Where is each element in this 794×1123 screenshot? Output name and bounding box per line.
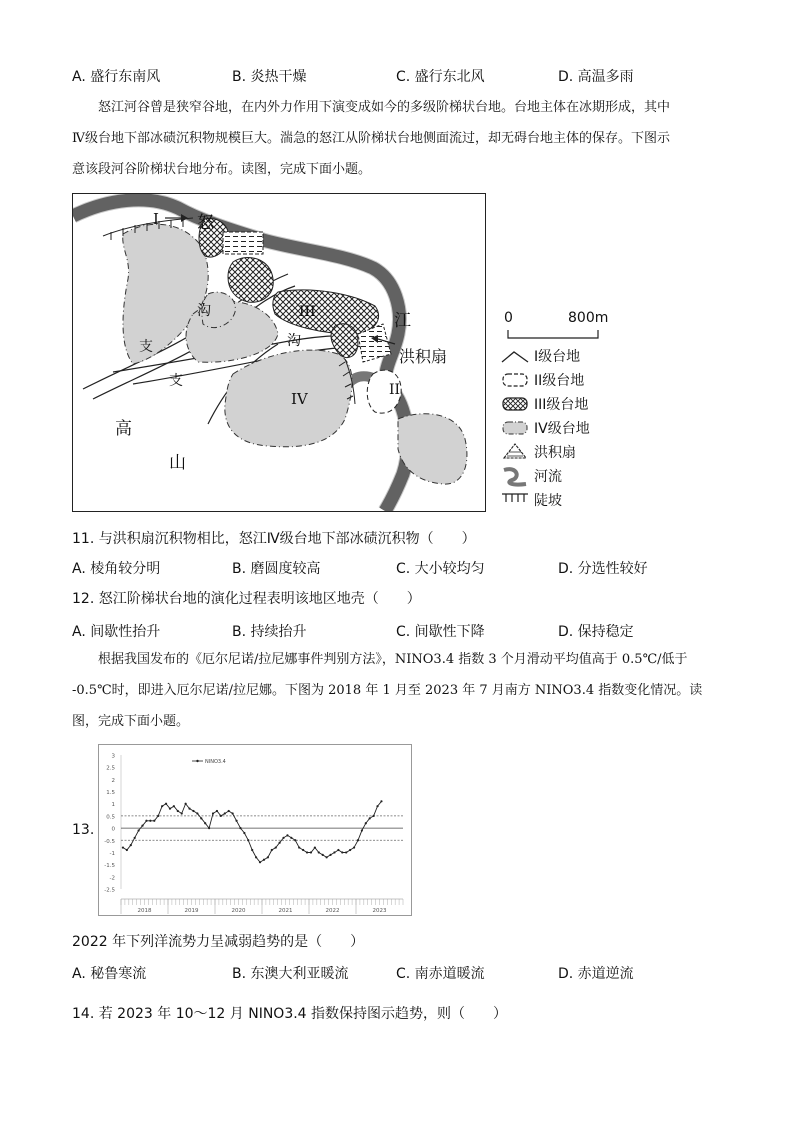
q12-option-d[interactable]: D. 保持稳定: [558, 624, 634, 640]
y-tick-label: 3: [111, 753, 115, 760]
nino-data-point: [145, 820, 147, 822]
year-label: 2018: [137, 908, 152, 914]
q10-option-b[interactable]: B. 炎热干燥: [232, 69, 307, 85]
terrace-map: [72, 193, 486, 512]
q11-option-d[interactable]: D. 分选性较好: [558, 561, 648, 577]
nino-data-point: [192, 810, 194, 812]
y-tick-label: -1: [109, 850, 115, 857]
q13-option-a[interactable]: A. 秘鲁寒流: [72, 966, 147, 982]
nino-data-point: [373, 815, 375, 817]
nino-data-point: [235, 820, 237, 822]
nino-data-point: [204, 822, 206, 824]
nino-data-point: [267, 856, 269, 858]
nino-data-point: [185, 803, 187, 805]
passage-nujiang: [72, 92, 722, 185]
map-label-jiang: 江: [394, 311, 411, 331]
map-label-gao: 高: [115, 419, 132, 439]
nino-data-point: [126, 849, 128, 851]
nino-data-point: [294, 839, 296, 841]
q13-option-d[interactable]: D. 赤道逆流: [558, 966, 634, 982]
y-tick-label: 1.5: [106, 790, 115, 797]
nino-chart: [98, 744, 412, 916]
nino-data-point: [169, 808, 171, 810]
nino-data-point: [290, 837, 292, 839]
y-tick-label: -2: [109, 875, 115, 882]
nino-data-point: [239, 827, 241, 829]
nino-data-point: [275, 846, 277, 848]
y-tick-label: 2: [111, 777, 115, 784]
passage-nujiang-line3: 意该段河谷阶梯状台地分布。读图，完成下面小题。: [72, 162, 372, 177]
legend-label: NINO3.4: [205, 759, 226, 765]
nino-data-point: [310, 851, 312, 853]
map-label-level-iii: III: [299, 304, 316, 320]
passage-nujiang-line1: 怒江河谷曾是狭窄谷地，在内外力作用下演变成如今的多级阶梯状台地。台地主体在冰期形成，其中: [98, 100, 671, 115]
year-label: 2021: [278, 908, 293, 914]
passage-nino-line3: 图，完成下面小题。: [72, 714, 190, 729]
passage-nujiang-line2: Ⅳ级台地下部冰碛沉积物规模巨大。湍急的怒江从阶梯状台地侧面流过，却无碍台地主体的保存。下图示: [72, 131, 670, 146]
nino-data-point: [271, 849, 273, 851]
nino-data-point: [161, 805, 163, 807]
map-label-zhi-1: 支: [139, 339, 153, 355]
nino-data-point: [173, 805, 175, 807]
level-iii-terrace-icon: [503, 398, 527, 410]
nino-data-point: [365, 822, 367, 824]
nino-data-point: [369, 817, 371, 819]
nino-data-point: [255, 856, 257, 858]
q13-option-c[interactable]: C. 南赤道暖流: [396, 966, 485, 982]
nino-data-point: [380, 800, 382, 802]
level-ii-terrace-icon: [503, 374, 527, 386]
scale-bar: [498, 328, 608, 342]
legend-alluvial-fan: 洪积扇: [534, 445, 576, 461]
legend-level-iv: IV级台地: [534, 421, 590, 437]
nino-data-point: [345, 851, 347, 853]
legend-marker: [196, 760, 198, 762]
nino-data-point: [326, 856, 328, 858]
passage-nino: [72, 644, 722, 737]
nino-data-point: [349, 849, 351, 851]
nino-data-point: [232, 812, 234, 814]
nino-data-point: [361, 829, 363, 831]
q12-option-c[interactable]: C. 间歇性下降: [396, 624, 485, 640]
nino-data-point: [322, 854, 324, 856]
q12-stem: 12. 怒江阶梯状台地的演化过程表明该地区地壳（ ）: [72, 591, 421, 607]
legend-level-ii: II级台地: [534, 373, 585, 389]
legend-symbols: [498, 346, 532, 546]
nino-data-point: [306, 851, 308, 853]
year-label: 2020: [231, 908, 246, 914]
map-label-shan: 山: [169, 453, 186, 473]
nino-data-point: [181, 812, 183, 814]
nino-data-point: [318, 851, 320, 853]
year-label: 2022: [325, 908, 340, 914]
nino-data-point: [228, 810, 230, 812]
nino-data-point: [279, 842, 281, 844]
nino-data-point: [353, 846, 355, 848]
q12-option-b[interactable]: B. 持续抬升: [232, 624, 307, 640]
y-tick-label: -2.5: [104, 887, 115, 894]
passage-nino-line2: -0.5℃时，即进入厄尔尼诺/拉尼娜。下图为 2018 年 1 月至 2023 年 7 月南方 NINO3.4 指数变化情况。读: [72, 683, 703, 698]
nino-data-point: [165, 803, 167, 805]
level-iii-terrace-4: [331, 324, 358, 358]
nino-data-point: [122, 846, 124, 848]
q14-stem: 14. 若 2023 年 10～12 月 NINO3.4 指数保持图示趋势，则（ ）: [72, 1006, 508, 1022]
scale-zero: 0: [504, 310, 513, 326]
nino-data-point: [196, 812, 198, 814]
nino-data-point: [243, 832, 245, 834]
nino-data-point: [337, 849, 339, 851]
year-label: 2019: [184, 908, 199, 914]
nino-data-point: [376, 805, 378, 807]
legend-steep-slope: 陡坡: [534, 493, 562, 509]
q13-stem: 2022 年下列洋流势力呈减弱趋势的是（ ）: [72, 934, 365, 950]
nino-data-point: [141, 825, 143, 827]
nino-data-point: [188, 808, 190, 810]
q11-option-c[interactable]: C. 大小较均匀: [396, 561, 485, 577]
nino-data-point: [157, 815, 159, 817]
nino-data-point: [200, 817, 202, 819]
q13-number: 13.: [72, 822, 95, 838]
nino-data-point: [333, 851, 335, 853]
q12-option-a[interactable]: A. 间歇性抬升: [72, 624, 161, 640]
y-tick-label: 0.5: [106, 814, 115, 821]
nino-data-point: [138, 829, 140, 831]
legend-level-i: I级台地: [534, 349, 581, 365]
nino-data-point: [341, 851, 343, 853]
river-icon: [504, 469, 526, 484]
nino-data-point: [134, 837, 136, 839]
nino-data-point: [314, 846, 316, 848]
map-label-nu: 怒: [197, 213, 214, 233]
nino-data-point: [149, 820, 151, 822]
nino-data-point: [212, 812, 214, 814]
nino-data-point: [208, 827, 210, 829]
nino-data-point: [224, 812, 226, 814]
y-tick-label: 1: [111, 802, 115, 809]
nino-data-point: [259, 861, 261, 863]
q13-option-b[interactable]: B. 东澳大利亚暖流: [232, 966, 349, 982]
y-tick-label: 2.5: [106, 765, 115, 772]
q11-stem: 11. 与洪积扇沉积物相比，怒江Ⅳ级台地下部冰碛沉积物（ ）: [72, 531, 476, 547]
q10-option-a[interactable]: A. 盛行东南风: [72, 69, 161, 85]
level-i-terrace-icon: [502, 352, 528, 362]
map-label-level-i: I: [153, 210, 159, 228]
q11-option-b[interactable]: B. 磨圆度较高: [232, 561, 321, 577]
nino-data-point: [329, 854, 331, 856]
q11-option-a[interactable]: A. 棱角较分明: [72, 561, 161, 577]
nino-data-point: [263, 859, 265, 861]
y-tick-label: -1.5: [104, 863, 115, 870]
nino-data-point: [130, 844, 132, 846]
nino-data-point: [247, 839, 249, 841]
nino-data-point: [251, 849, 253, 851]
level-iii-terrace-2: [228, 257, 273, 302]
nino-data-point: [282, 837, 284, 839]
q10-option-d[interactable]: D. 高温多雨: [558, 69, 634, 85]
nino-data-point: [298, 846, 300, 848]
passage-nino-line1: 根据我国发布的《厄尔尼诺/拉尼娜事件判别方法》，NINO3.4 指数 3 个月滑动平均值高于 0.5℃/低于: [98, 652, 688, 667]
map-label-alluvial-fan: 洪积扇: [399, 347, 448, 366]
steep-slope-icon: [502, 494, 528, 502]
map-label-level-iv: IV: [291, 390, 308, 408]
y-tick-label: 0: [111, 826, 115, 833]
legend-level-iii: III级台地: [534, 397, 589, 413]
scale-distance: 800m: [568, 310, 609, 326]
nino-data-point: [286, 834, 288, 836]
nino-data-point: [220, 815, 222, 817]
map-label-gou-1: 沟: [197, 303, 211, 319]
nino-data-point: [177, 810, 179, 812]
year-label: 2023: [372, 908, 387, 914]
q10-option-c[interactable]: C. 盛行东北风: [396, 69, 485, 85]
legend-river: 河流: [534, 469, 562, 485]
y-tick-label: -0.5: [104, 838, 115, 845]
nino-data-point: [153, 820, 155, 822]
nino-chart-svg: [99, 745, 411, 915]
level-ii-terrace-north: [223, 232, 263, 254]
nino-data-point: [216, 810, 218, 812]
level-iv-terrace-icon: [503, 422, 527, 434]
level-iii-terrace-3: [273, 290, 379, 334]
nino-data-point: [302, 849, 304, 851]
map-label-level-ii: II: [389, 382, 401, 398]
map-label-zhi-2: 支: [169, 373, 183, 389]
map-label-gou-2: 沟: [287, 333, 301, 349]
level-iv-terrace-main: [225, 350, 352, 447]
nino-data-point: [357, 839, 359, 841]
